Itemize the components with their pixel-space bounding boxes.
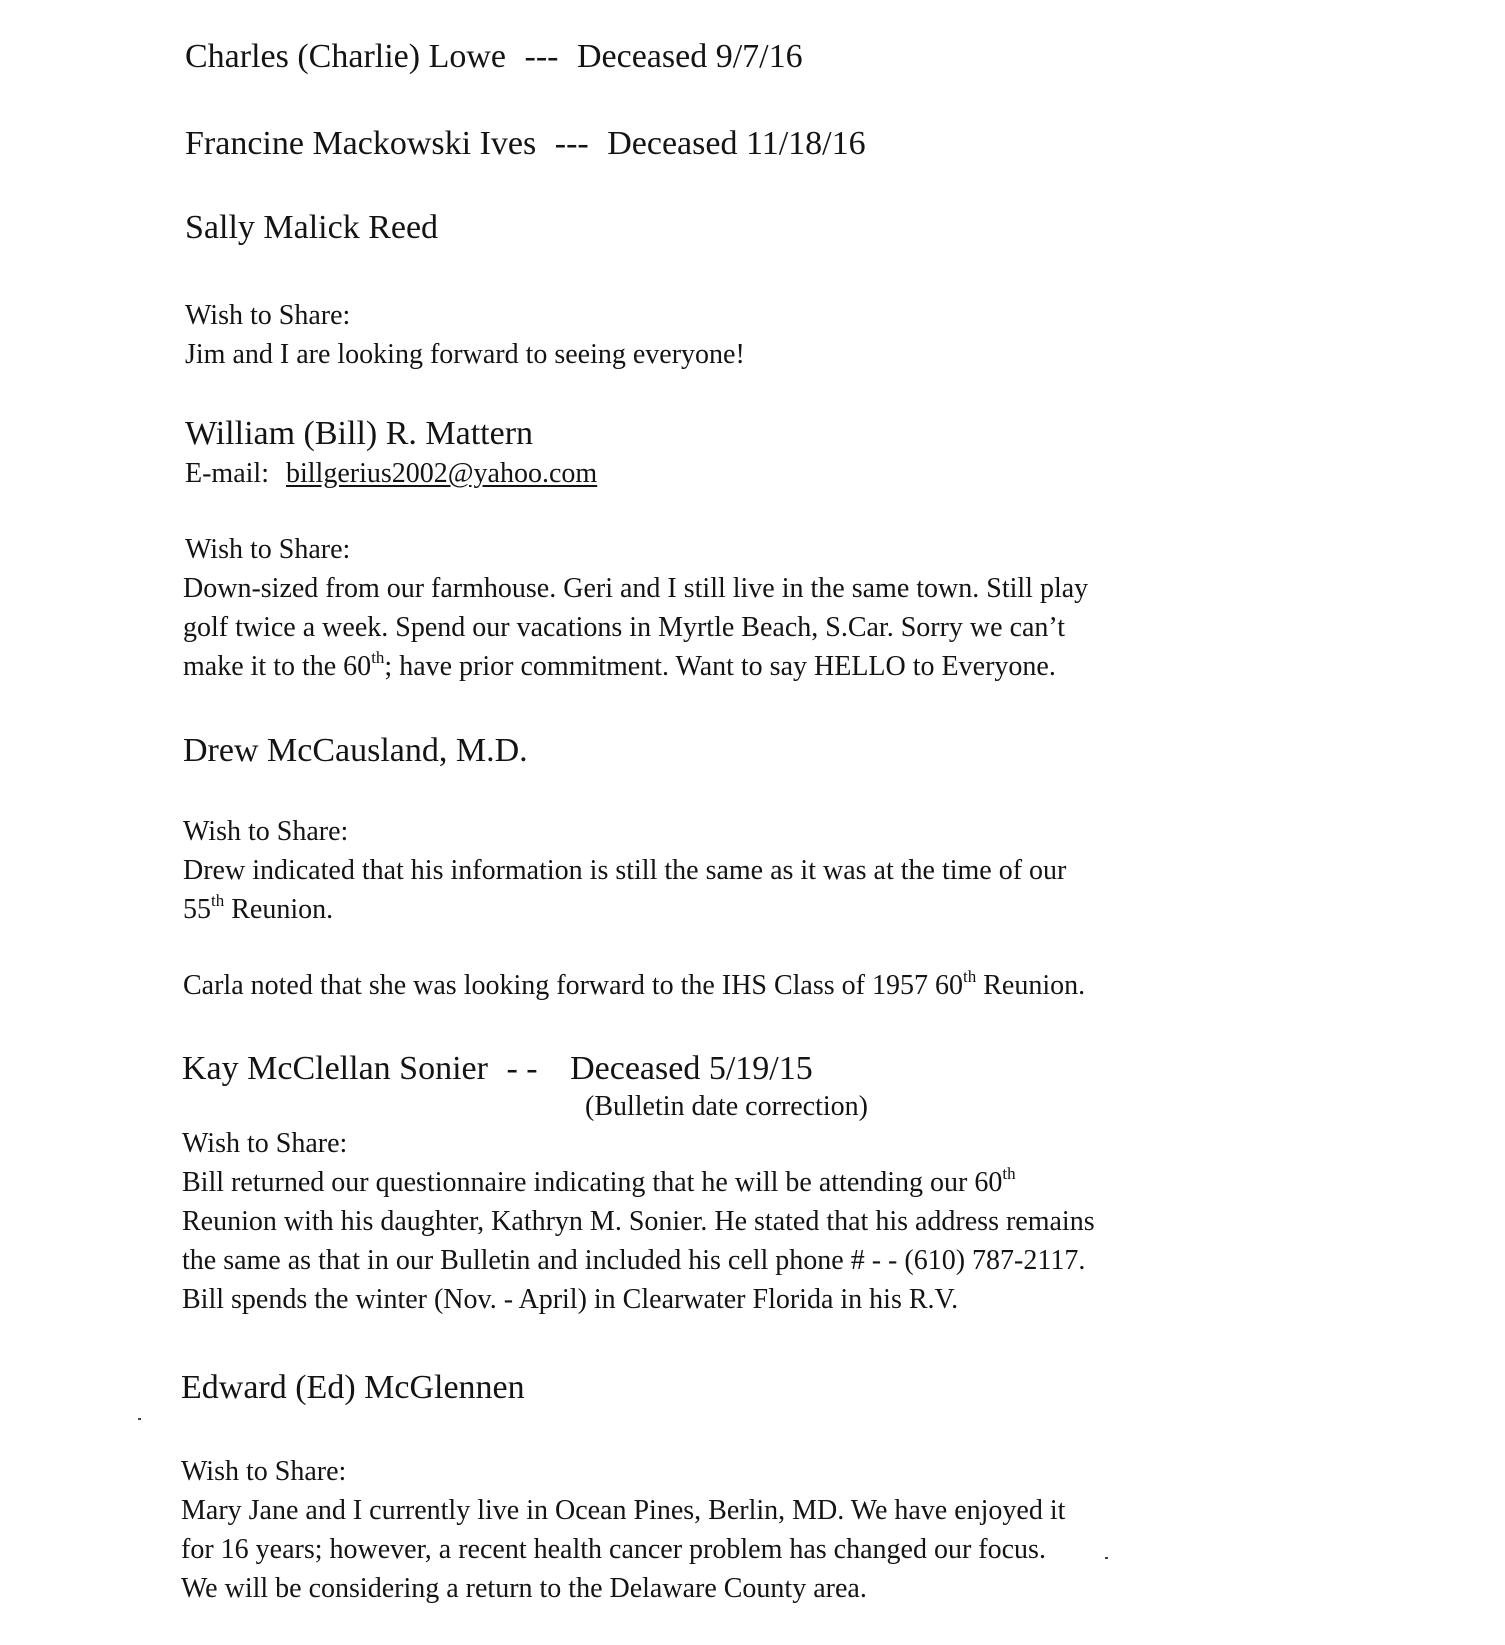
entry-mattern-email-label: E-mail: [185, 458, 269, 489]
entry-mcglennen-line-3: We will be considering a return to the Delaware County area. [181, 1573, 867, 1604]
entry-mattern-name: William (Bill) R. Mattern [185, 415, 534, 452]
entry-ives-separator: --- [554, 125, 589, 162]
entry-mattern-line-1: Down-sized from our farmhouse. Geri and I still live in the same town. Still play [183, 573, 1089, 604]
entry-mcglennen-share-heading: Wish to Share: [181, 1456, 347, 1487]
entry-reed-line: Jim and I are looking forward to seeing everyone! [185, 339, 745, 370]
entry-mattern-email-row [185, 460, 597, 488]
entry-mccausland-note-end: Reunion. [976, 970, 1086, 1001]
entry-mccausland-line-2-start: 55 [183, 894, 211, 925]
entry-lowe-name: Charles (Charlie) Lowe [185, 38, 506, 75]
entry-sonier-line-3: the same as that in our Bulletin and included his cell phone # - - (610) 787-2117. [182, 1245, 1086, 1276]
entry-lowe-separator: --- [524, 38, 559, 75]
entry-mccausland-name: Drew McCausland, M.D. [183, 732, 528, 769]
entry-ives-heading [185, 127, 866, 161]
entry-sonier-share-heading: Wish to Share: [182, 1128, 348, 1159]
scan-speck [138, 1418, 141, 1420]
superscript: th [1002, 1164, 1016, 1183]
entry-reed-name: Sally Malick Reed [185, 209, 439, 246]
entry-mcglennen-line-2: for 16 years; however, a recent health cancer problem has changed our focus. [181, 1534, 1046, 1565]
entry-mccausland-line-2 [183, 891, 334, 925]
entry-mccausland-note [183, 967, 1086, 1001]
entry-mccausland-share-heading: Wish to Share: [183, 816, 349, 847]
entry-sonier-name: Kay McClellan Sonier [182, 1050, 488, 1087]
entry-sonier-status: Deceased 5/19/15 [570, 1050, 813, 1087]
superscript: th [211, 891, 225, 910]
entry-mattern-line-3-start: make it to the 60 [183, 651, 372, 682]
entry-mccausland-line-2-end: Reunion. [224, 894, 334, 925]
scan-speck [1105, 1557, 1108, 1559]
entry-mattern-share-heading: Wish to Share: [185, 534, 351, 565]
entry-sonier-line-1 [182, 1164, 1016, 1198]
entry-sonier-line-2: Reunion with his daughter, Kathryn M. Sonier. He stated that his address remains [182, 1206, 1095, 1237]
entry-sonier-line-1-start: Bill returned our questionnaire indicating that he will be attending our 60 [182, 1167, 1003, 1198]
entry-sonier-correction: (Bulletin date correction) [585, 1091, 868, 1122]
entry-mattern-line-3-end: ; have prior commitment. Want to say HELLO to Everyone. [384, 651, 1056, 682]
entry-mattern-email[interactable]: billgerius2002@yahoo.com [285, 458, 598, 489]
entry-lowe-heading [185, 40, 803, 74]
entry-mccausland-line-1: Drew indicated that his information is still the same as it was at the time of our [183, 855, 1067, 886]
superscript: th [962, 967, 977, 986]
superscript: th [371, 648, 385, 667]
entry-sonier-line-4: Bill spends the winter (Nov. - April) in Clearwater Florida in his R.V. [182, 1284, 959, 1315]
entry-ives-status: Deceased 11/18/16 [607, 125, 866, 162]
entry-ives-name: Francine Mackowski Ives [185, 125, 537, 162]
entry-reed-share-heading: Wish to Share: [185, 300, 351, 331]
entry-mattern-line-2: golf twice a week. Spend our vacations in Myrtle Beach, S.Car. Sorry we can’t [183, 612, 1066, 643]
entry-mcglennen-name: Edward (Ed) McGlennen [181, 1369, 525, 1406]
entry-sonier-separator: - - [506, 1050, 538, 1087]
entry-lowe-status: Deceased 9/7/16 [576, 38, 803, 75]
entry-mccausland-note-start: Carla noted that she was looking forward to the IHS Class of 1957 60 [183, 970, 963, 1001]
entry-sonier-heading [182, 1052, 813, 1086]
entry-mcglennen-line-1: Mary Jane and I currently live in Ocean Pines, Berlin, MD. We have enjoyed it [181, 1495, 1066, 1526]
entry-mattern-line-3 [183, 648, 1056, 682]
